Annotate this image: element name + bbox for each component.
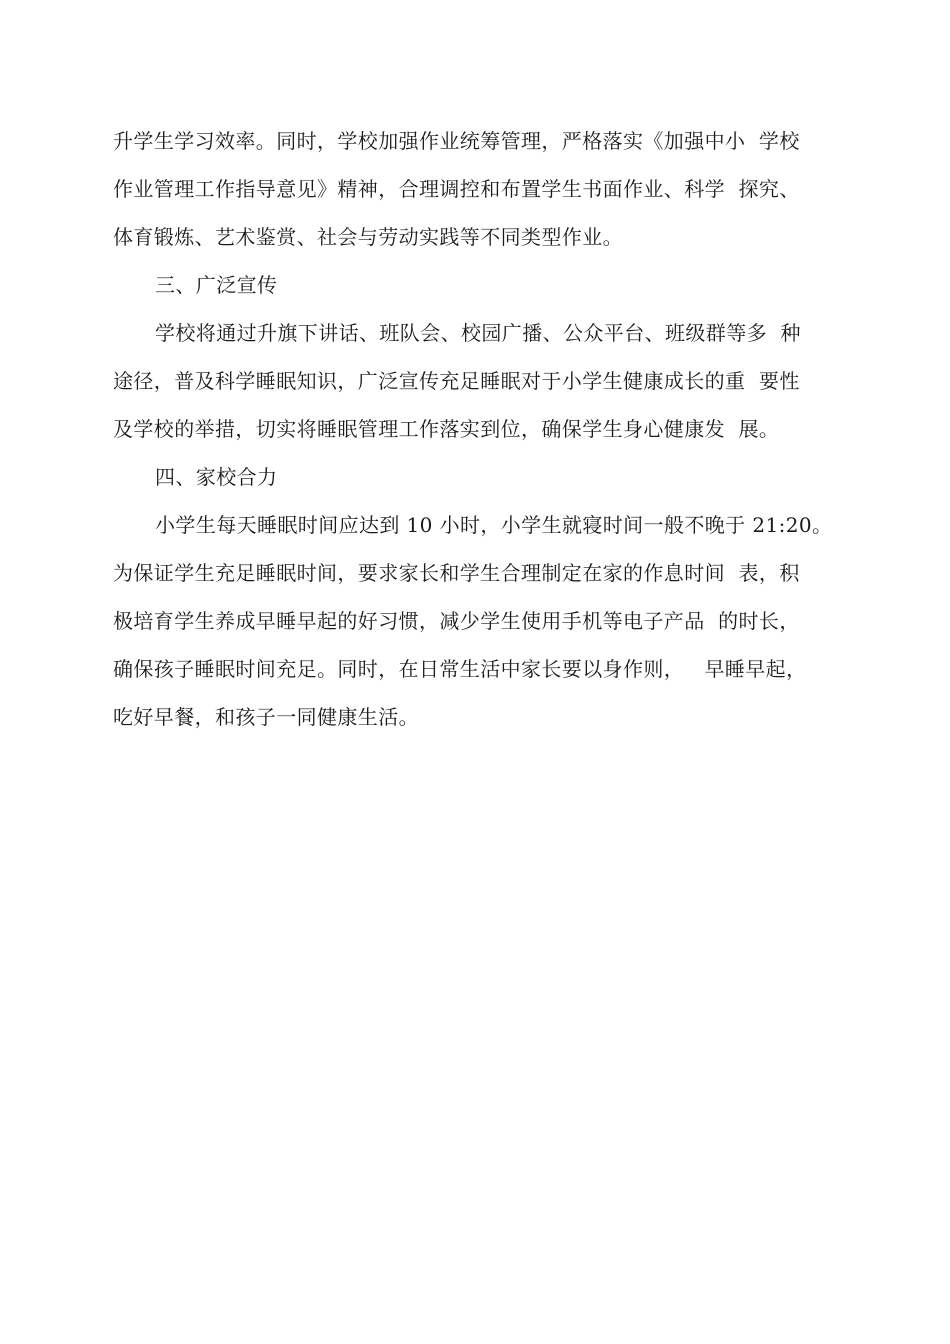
paragraph-line: 升学生学习效率。同时，学校加强作业统筹管理，严格落实《加强中小 学校 <box>113 129 800 153</box>
paragraph-line: 小学生每天睡眠时间应达到 10 小时，小学生就寝时间一般不晚于 21:20。 <box>155 513 833 537</box>
section-heading: 三、广泛宣传 <box>155 273 278 297</box>
paragraph-line: 途径，普及科学睡眠知识，广泛宣传充足睡眠对于小学生健康成长的重 要性 <box>113 369 800 393</box>
paragraph-line: 体育锻炼、艺术鉴赏、社会与劳动实践等不同类型作业。 <box>113 225 623 249</box>
paragraph-line: 极培育学生养成早睡早起的好习惯，减少学生使用手机等电子产品 的时长， <box>113 609 800 633</box>
paragraph-line: 学校将通过升旗下讲话、班队会、校园广播、公众平台、班级群等多 种 <box>155 321 801 345</box>
paragraph-line: 确保孩子睡眠时间充足。同时，在日常生活中家长要以身作则， 早睡早起， <box>113 657 807 681</box>
paragraph-line: 及学校的举措，切实将睡眠管理工作落实到位，确保学生身心健康发 展。 <box>113 417 780 441</box>
paragraph-line: 作业管理工作指导意见》精神，合理调控和布置学生书面作业、科学 探究、 <box>113 177 800 201</box>
paragraph-line: 为保证学生充足睡眠时间，要求家长和学生合理制定在家的作息时间 表，积 <box>113 561 800 585</box>
paragraph-line: 吃好早餐，和孩子一同健康生活。 <box>113 705 419 729</box>
section-heading: 四、家校合力 <box>155 465 278 489</box>
document-body <box>113 117 843 741</box>
